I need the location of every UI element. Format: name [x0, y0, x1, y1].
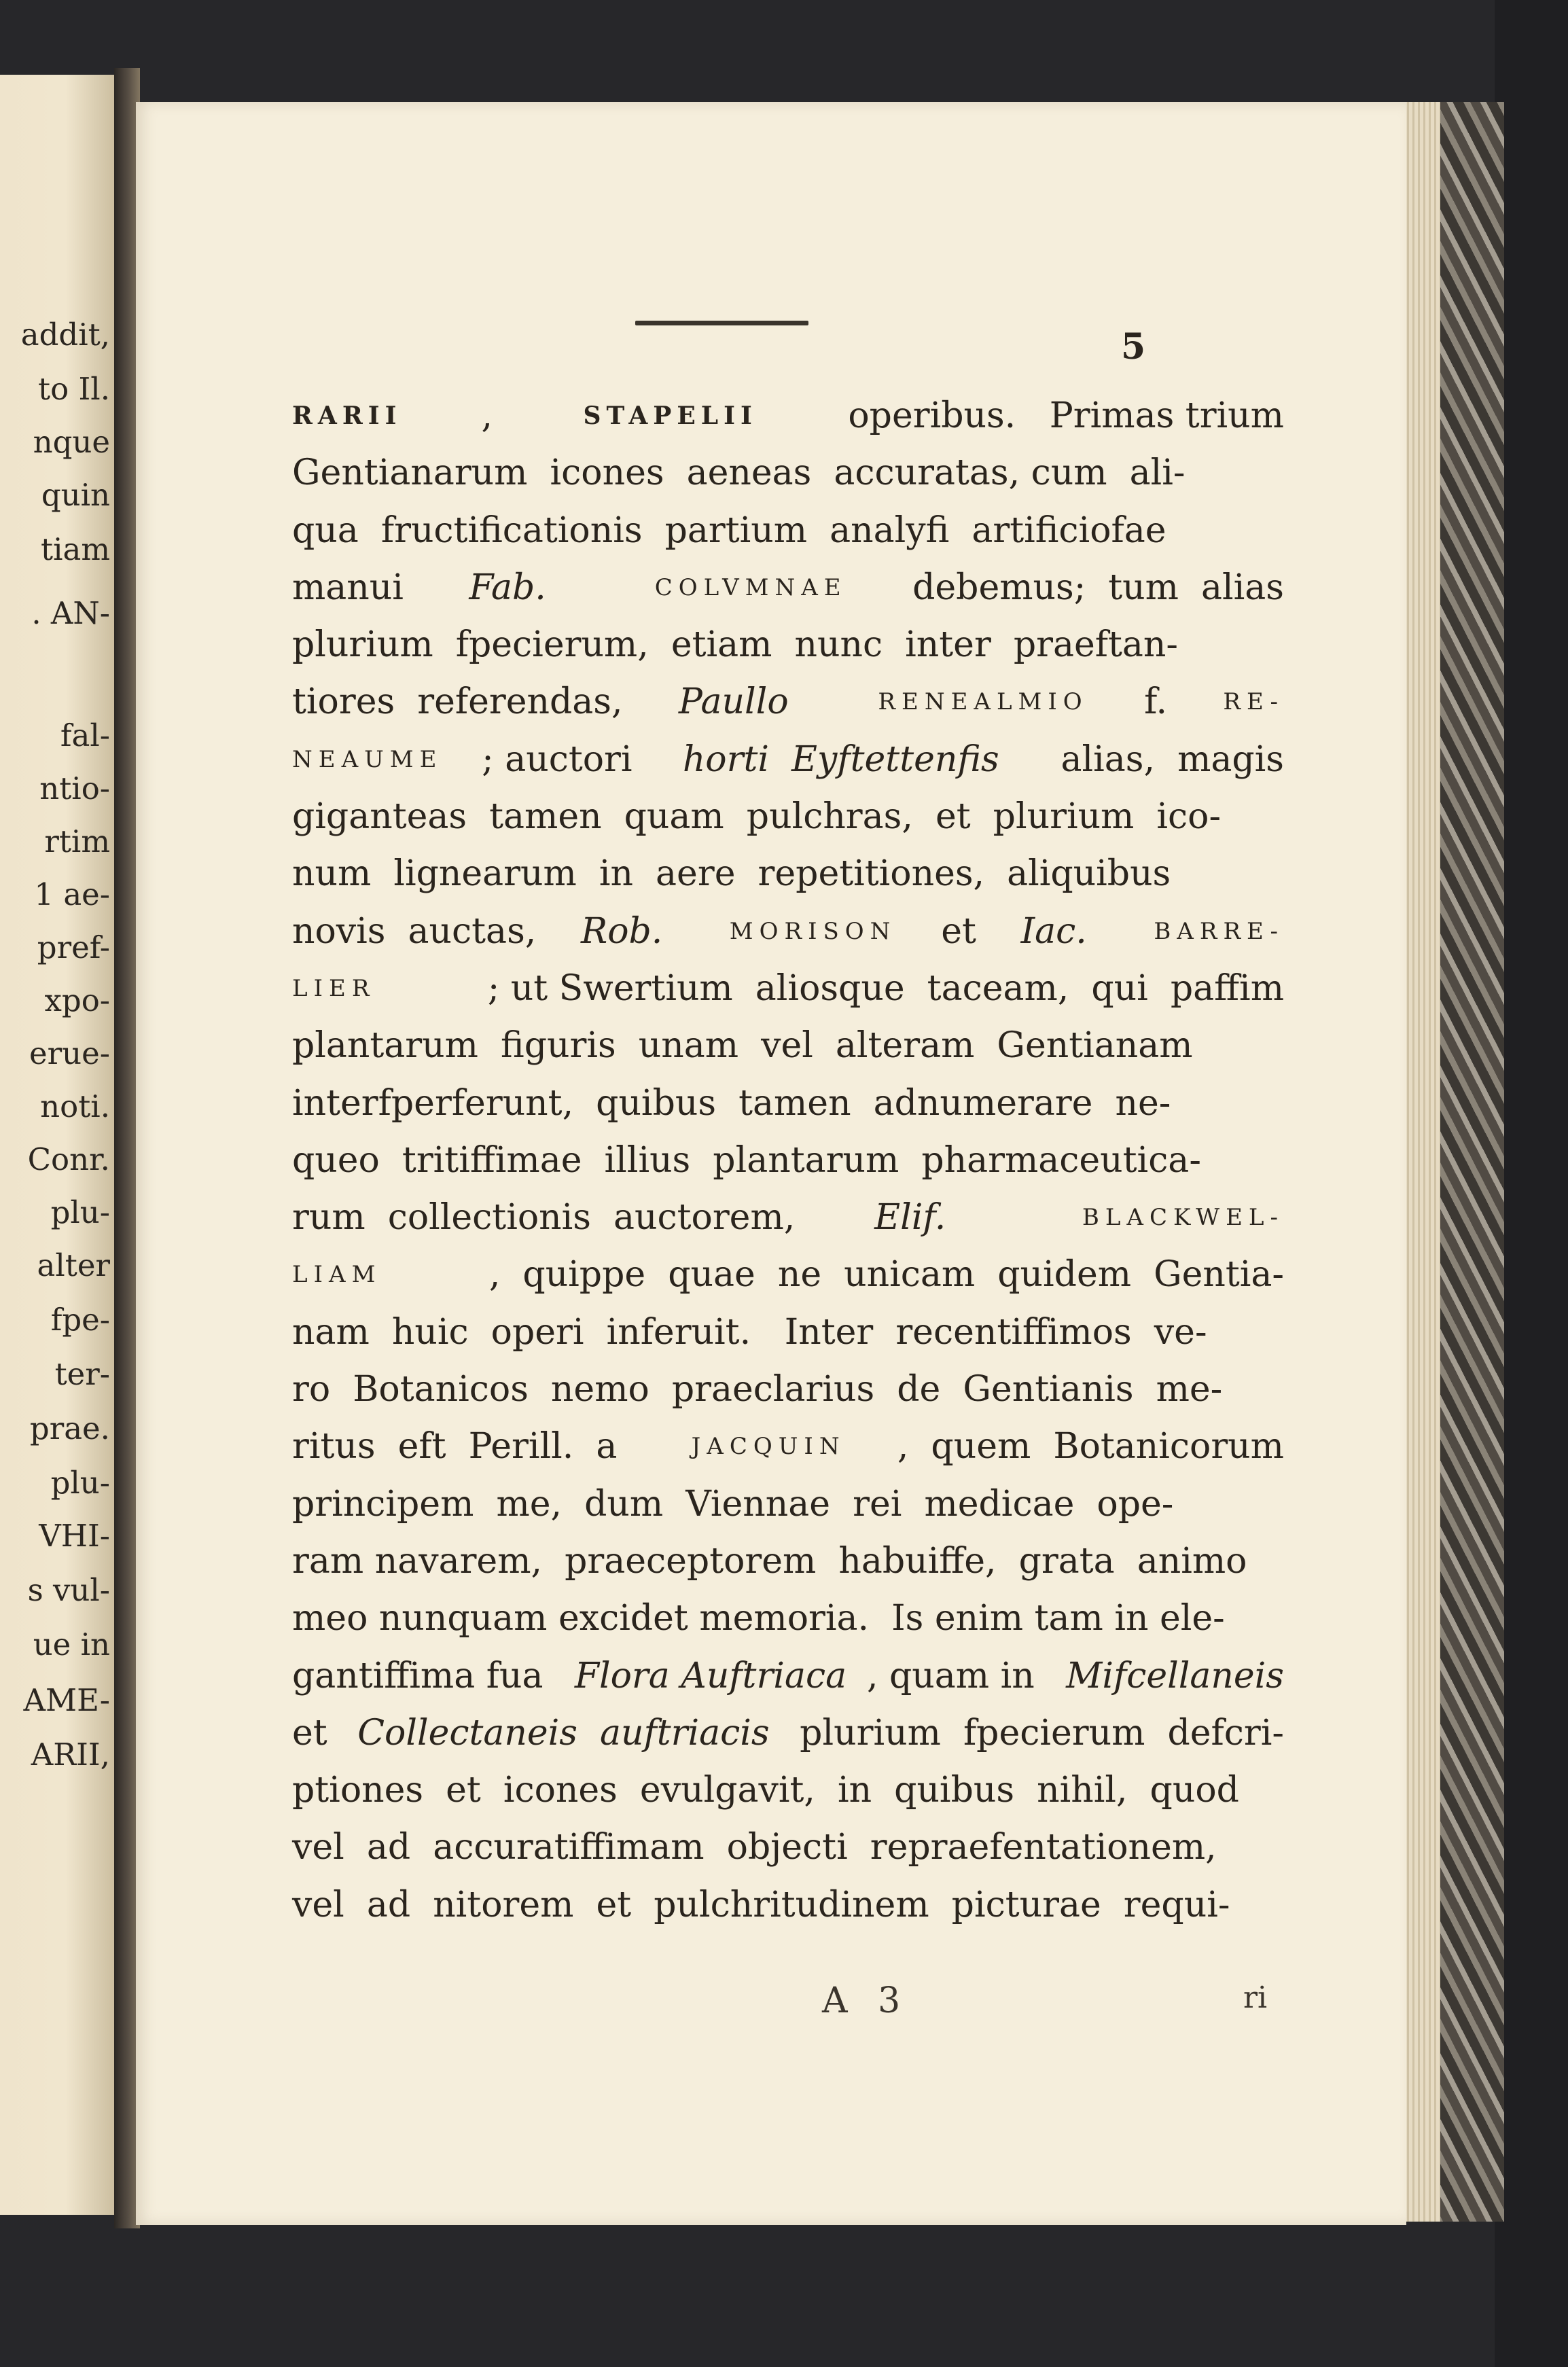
text-segment: RARII — [292, 402, 402, 430]
text-segment: horti Eyftettenfis — [682, 738, 999, 780]
previous-page-line: rtim — [44, 823, 110, 859]
text-segment: RENEALMIO — [878, 688, 1088, 716]
text-line — [292, 1648, 1284, 1705]
previous-page-line: plu- — [50, 1465, 110, 1501]
previous-page-line: nque — [33, 424, 110, 460]
text-segment: STAPELII — [583, 402, 758, 430]
text-segment: Collectaneis auftriacis — [357, 1712, 770, 1754]
text-line — [292, 1418, 1284, 1475]
text-segment: et — [919, 910, 999, 952]
page-number: 5 — [1121, 326, 1146, 368]
text-segment: JACQUIN — [691, 1433, 846, 1461]
text-segment — [1109, 903, 1132, 960]
text-line — [292, 1533, 1284, 1590]
marbled-cover-edge — [1433, 102, 1504, 2222]
text-line — [292, 1762, 1284, 1819]
text-line — [292, 1476, 1284, 1533]
text-segment: Iac. — [1020, 910, 1087, 952]
previous-page-line: 1 ae- — [34, 876, 110, 912]
text-segment — [685, 903, 707, 960]
text-segment: tiores referendas, — [292, 681, 645, 723]
text-segment: LIER — [292, 974, 376, 1002]
signature-mark: A 3 — [822, 1980, 910, 2021]
previous-page-line: ARII, — [31, 1737, 110, 1773]
text-segment: ; ut Swertium aliosque taceam, qui paffim — [487, 967, 1284, 1009]
text-segment: ritus eft Perill. a — [292, 1426, 640, 1467]
text-segment: num lignearum in aere repetitiones, aliquibus — [292, 853, 1171, 895]
previous-page-line: ntio- — [39, 770, 110, 806]
previous-page-line: addit, — [20, 317, 110, 353]
previous-page-line: xpo- — [44, 982, 110, 1018]
text-segment: operibus. Primas trium — [836, 395, 1284, 436]
previous-page-line: . AN- — [31, 595, 110, 631]
text-segment: et — [292, 1712, 350, 1754]
previous-page-line: Conr. — [27, 1141, 110, 1177]
previous-page-line: quin — [41, 477, 110, 513]
text-line — [292, 1361, 1284, 1418]
text-segment: , — [481, 395, 504, 436]
text-segment: ; auctori — [482, 738, 644, 780]
previous-page — [0, 75, 119, 2215]
previous-page-line: pref- — [37, 929, 110, 965]
header-rule — [635, 321, 808, 325]
previous-page-line: alter — [37, 1247, 110, 1283]
text-segment: nam huic operi inferuit. Inter recentiffimos ve- — [292, 1311, 1207, 1353]
text-line — [292, 1132, 1284, 1189]
text-segment — [822, 673, 844, 730]
text-segment: Flora Auftriaca — [574, 1655, 847, 1696]
text-line — [292, 673, 1284, 730]
text-segment: Fab. — [469, 567, 546, 608]
text-segment: qua fructificationis partium analyfi artificiofae — [292, 510, 1166, 551]
previous-page-line: ue in — [33, 1626, 110, 1662]
text-segment: COLVMNAE — [654, 573, 847, 601]
text-line — [292, 1705, 1284, 1762]
text-segment: MORISON — [729, 917, 897, 945]
text-segment: giganteas tamen quam pulchras, et plurium ico- — [292, 796, 1222, 838]
text-segment: , quam in — [866, 1655, 1046, 1696]
text-segment: meo nunquam excidet memoria. Is enim tam in ele- — [292, 1598, 1225, 1639]
text-line — [292, 444, 1284, 501]
previous-page-line: s vul- — [27, 1572, 110, 1608]
text-line — [292, 1017, 1284, 1074]
text-segment: plurium fpecierum defcri- — [777, 1712, 1284, 1754]
text-segment: BARRE- — [1154, 917, 1284, 945]
text-segment: interfperferunt, quibus tamen adnumerare ne- — [292, 1082, 1171, 1124]
text-line — [292, 1246, 1284, 1303]
text-line — [292, 960, 1284, 1017]
text-segment: plantarum figuris unam vel alteram Gentianam — [292, 1025, 1193, 1067]
text-segment: gantiffima fua — [292, 1655, 554, 1696]
text-line — [292, 788, 1284, 845]
text-segment: f. — [1122, 681, 1190, 723]
text-segment: alias, magis — [1038, 738, 1284, 780]
book-page — [136, 102, 1406, 2225]
text-segment: manui — [292, 567, 426, 608]
catchword: ri — [1243, 1980, 1268, 2015]
text-line — [292, 1819, 1284, 1876]
text-segment: vel ad nitorem et pulchritudinem picturae requi- — [292, 1884, 1230, 1925]
text-line — [292, 903, 1284, 960]
previous-page-line: fpe- — [50, 1302, 110, 1338]
text-line — [292, 559, 1284, 616]
text-line — [292, 616, 1284, 673]
text-segment: Rob. — [581, 910, 663, 952]
previous-page-line: ter- — [54, 1356, 110, 1392]
text-line — [292, 1189, 1284, 1246]
text-segment: rum collectionis auctorem, — [292, 1197, 818, 1239]
text-segment: plurium fpecierum, etiam nunc inter praeftan- — [292, 624, 1178, 666]
text-segment: Paullo — [678, 681, 789, 723]
text-segment: Mifcellaneis — [1066, 1655, 1284, 1696]
previous-page-line: fal- — [60, 717, 110, 753]
previous-page-line: AME- — [23, 1682, 110, 1718]
text-segment: RE- — [1223, 688, 1284, 716]
previous-page-line: erue- — [29, 1035, 110, 1071]
text-segment: BLACKWEL- — [1082, 1204, 1284, 1232]
text-segment: ram navarem, praeceptorem habuiffe, grata animo — [292, 1540, 1247, 1582]
text-segment: vel ad accuratiffimam objecti repraefentationem, — [292, 1827, 1217, 1868]
previous-page-line: VHI- — [39, 1518, 110, 1554]
text-segment: queo tritiffimae illius plantarum pharmaceutica- — [292, 1139, 1201, 1181]
previous-page-line: plu- — [50, 1194, 110, 1230]
text-line — [292, 1304, 1284, 1361]
text-segment: NEAUME — [292, 745, 443, 773]
previous-page-line: prae. — [29, 1410, 110, 1446]
text-line — [292, 731, 1284, 788]
previous-page-line: to Il. — [38, 371, 110, 407]
text-segment — [589, 559, 611, 616]
text-segment: debemus; tum alias — [890, 567, 1284, 608]
background-right — [1495, 0, 1568, 2367]
previous-page-margin-text — [0, 75, 110, 2215]
text-segment: Elif. — [874, 1197, 946, 1239]
text-segment — [1003, 1189, 1025, 1246]
previous-page-line: tiam — [41, 531, 110, 567]
text-segment: , quem Botanicorum — [897, 1426, 1284, 1467]
text-line — [292, 1590, 1284, 1647]
text-line — [292, 1876, 1284, 1934]
text-line — [292, 387, 1284, 444]
text-segment: , quippe quae ne unicam quidem Gentia- — [488, 1254, 1284, 1296]
text-line — [292, 1075, 1284, 1132]
text-segment: novis auctas, — [292, 910, 559, 952]
text-line — [292, 502, 1284, 559]
text-segment: Gentianarum icones aeneas accuratas, cum ali- — [292, 452, 1186, 494]
body-text — [292, 387, 1284, 1934]
text-segment: ptiones et icones evulgavit, in quibus nihil, quod — [292, 1770, 1239, 1811]
text-line — [292, 845, 1284, 902]
text-segment: LIAM — [292, 1261, 382, 1289]
previous-page-line: noti. — [40, 1088, 110, 1124]
text-segment: ro Botanicos nemo praeclarius de Gentianis me- — [292, 1369, 1223, 1410]
text-segment: principem me, dum Viennae rei medicae ope- — [292, 1483, 1174, 1525]
